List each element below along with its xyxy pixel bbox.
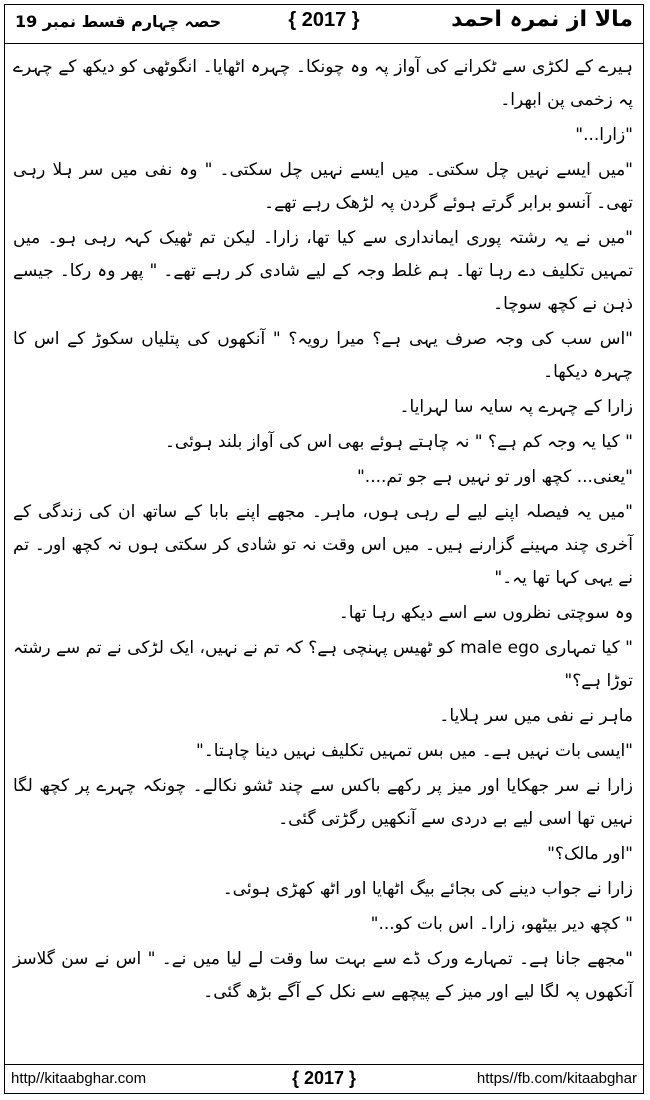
paragraph: " کیا یہ وجہ کم ہے؟ " نہ چاہتے ہوئے بھی اس کی آواز بلند ہوئی۔ <box>164 432 633 452</box>
page-frame <box>4 4 644 1094</box>
paragraph: "میں یہ فیصلہ اپنے لیے لے رہی ہوں، ماہر۔ مجھے اپنے بابا کے ساتھ ان کی زندگی کے آخری چند مہینے گزارنے ہیں۔ میں اس وقت نہ تو شادی کر سکتی ہوں نہ کچھ اور۔ تم نے یہی کہا تھا یہ۔" <box>13 502 633 588</box>
paragraph: زارا کے چہرے پہ سایہ سا لہرایا۔ <box>399 397 633 417</box>
book-title: مالا از نمرہ احمد <box>451 7 633 32</box>
episode-label: حصہ چہارم قسط نمبر 19 <box>15 12 222 31</box>
header-year: { 2017 } <box>288 9 360 31</box>
page-footer <box>5 1064 643 1093</box>
footer-site-link[interactable]: http//kitaabghar.com <box>11 1070 147 1087</box>
paragraph: "میں نے یہ رشتہ پوری ایمانداری سے کیا تھا، زارا۔ لیکن تم ٹھیک کہہ رہی ہو۔ میں تمہیں تکلیف دے رہا تھا۔ ہم غلط وجہ کے لیے شادی کر رہے تھے۔ " پھر وہ رکا۔ جیسے ذہن نے کچھ سوچا۔ <box>13 228 633 314</box>
paragraph: "اس سب کی وجہ صرف یہی ہے؟ میرا رویہ؟ " آنکھوں کی پتلیاں سکوڑ کے اس کا چہرہ دیکھا۔ <box>13 329 633 382</box>
paragraph: زارا نے جواب دینے کی بجائے بیگ اٹھایا اور اٹھ کھڑی ہوئی۔ <box>222 879 633 899</box>
footer-facebook-link[interactable]: https//fb.com/kitaabghar <box>476 1070 637 1087</box>
page-header <box>5 5 643 44</box>
paragraph: "مجھے جانا ہے۔ تمہارے ورک ڈے سے بہت سا وقت لے لیا میں نے۔ " اس نے سن گلاسز آنکھوں پہ لگا لیے اور میز کے پیچھے سے نکل کے آگے بڑھ گئی۔ <box>13 949 633 1002</box>
paragraph: " کچھ دیر بیٹھو، زارا۔ اس بات کو..." <box>370 914 633 934</box>
paragraph: زارا نے سر جھکایا اور میز پر رکھے باکس سے چند ٹشو نکالے۔ چونکہ چہرے پر کچھ لگا نہیں تھا اسی لیے بے دردی سے آنکھیں رگڑتی گئی۔ <box>13 776 633 829</box>
paragraph: "اور مالک؟" <box>547 844 633 864</box>
paragraph: ہیرے کے لکڑی سے ٹکرانے کی آواز پہ وہ چونکا۔ چہرہ اٹھایا۔ انگوٹھی کو دیکھ کے چہرے پہ زخمی پن ابھرا۔ <box>13 57 633 110</box>
paragraph: "میں ایسے نہیں چل سکتی۔ میں ایسے نہیں چل سکتی۔ " وہ نفی میں سر ہلا رہی تھی۔ آنسو برابر گرتے ہوئے گردن پہ لڑھک رہے تھے۔ <box>13 160 633 213</box>
paragraph: "ایسی بات نہیں ہے۔ میں بس تمہیں تکلیف نہیں دینا چاہتا۔" <box>196 741 633 761</box>
paragraph: "زارا..." <box>575 125 633 145</box>
story-body <box>13 51 633 1011</box>
paragraph: وہ سوچتی نظروں سے اسے دیکھ رہا تھا۔ <box>338 603 633 623</box>
footer-year: { 2017 } <box>291 1068 357 1088</box>
paragraph: " کیا تمہاری male ego کو ٹھیس پہنچی ہے؟ کہ تم نے نہیں، ایک لڑکی نے تم سے رشتہ توڑا ہے؟" <box>13 638 633 691</box>
paragraph: ماہر نے نفی میں سر ہلایا۔ <box>439 706 633 726</box>
paragraph: "یعنی... کچھ اور تو نہیں ہے جو تم...." <box>356 467 633 487</box>
